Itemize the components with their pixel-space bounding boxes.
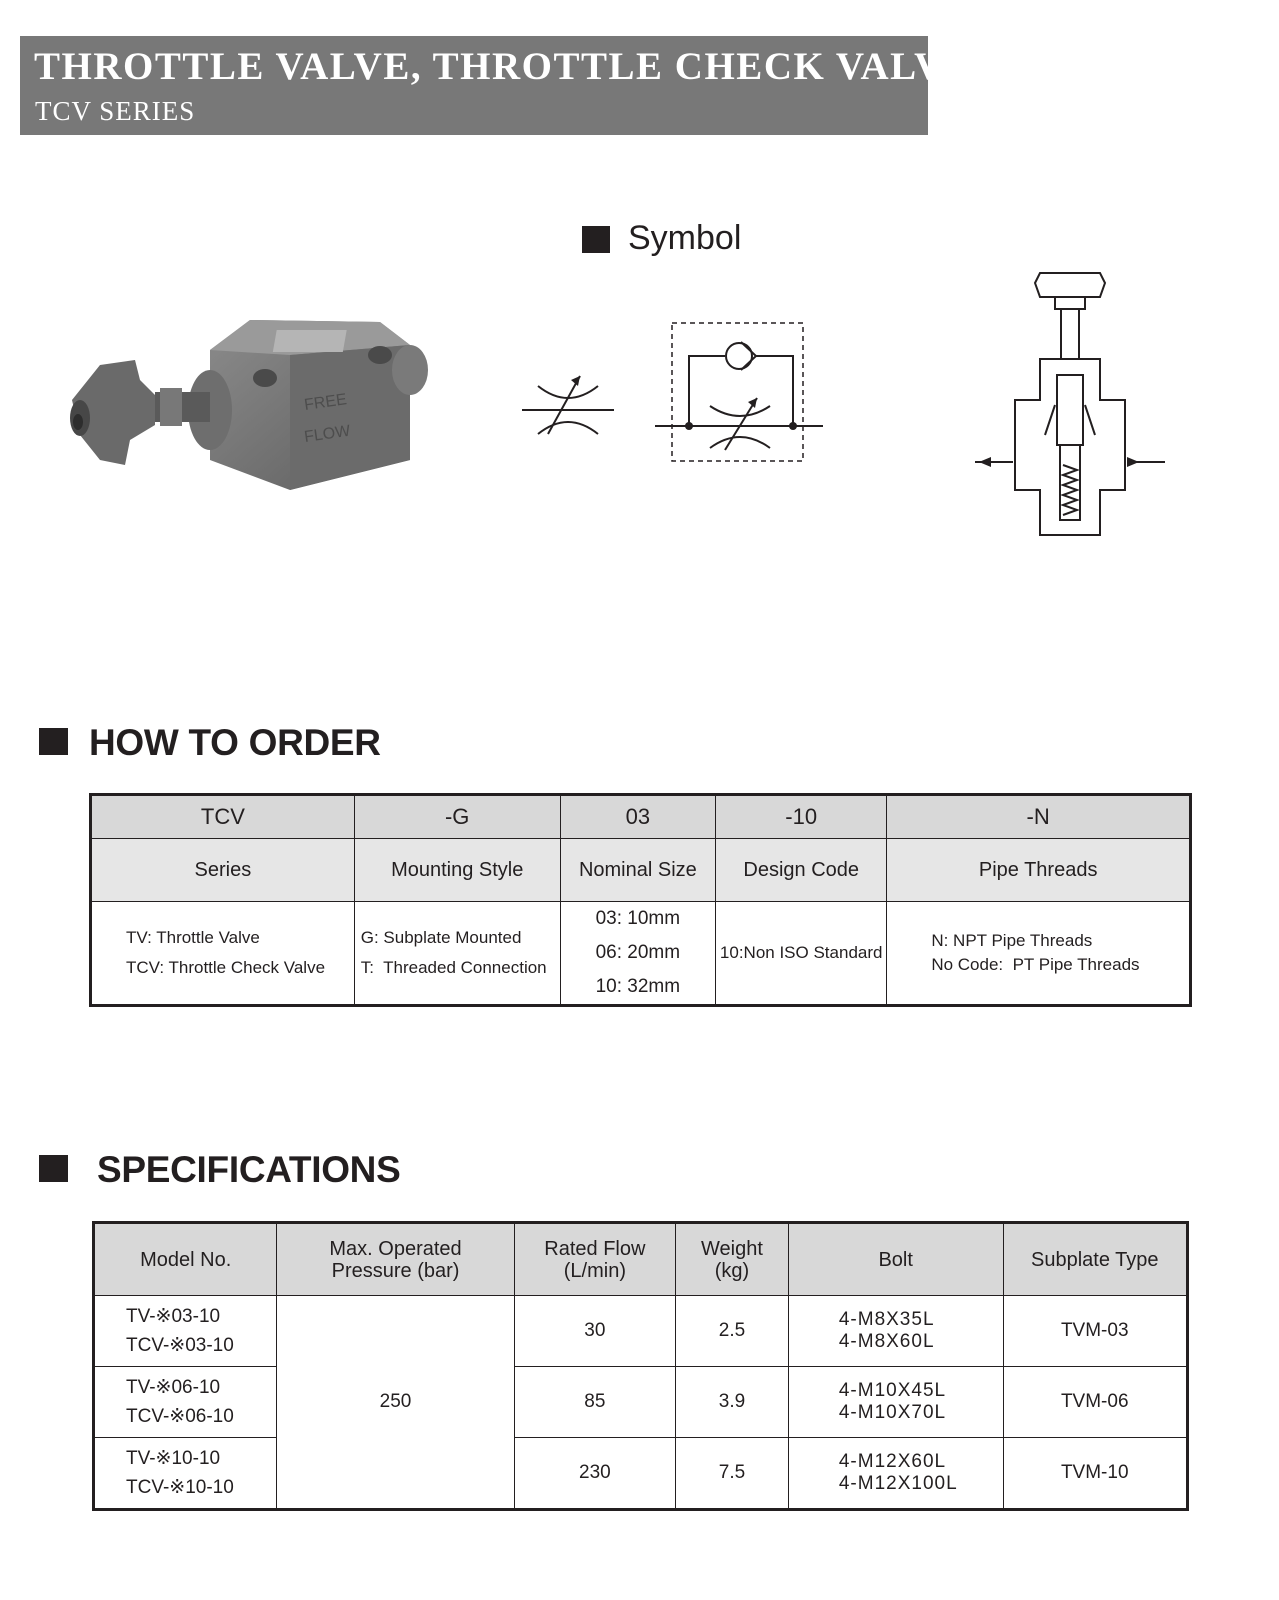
code-cell: TCV xyxy=(91,795,355,839)
name-cell: Design Code xyxy=(716,839,887,902)
model-cell xyxy=(94,1438,277,1510)
bullet-square-icon xyxy=(39,728,68,755)
description-row xyxy=(91,902,1191,1006)
bullet-square-icon xyxy=(39,1155,68,1182)
weight-cell: 7.5 xyxy=(676,1438,789,1510)
header-cell xyxy=(277,1223,514,1296)
design-code-option: 10:Non ISO Standard xyxy=(716,902,887,1006)
code-row xyxy=(91,795,1191,839)
header-line: (L/min) xyxy=(563,1259,626,1282)
header-cell: Bolt xyxy=(788,1223,1003,1296)
name-row xyxy=(91,839,1191,902)
header-cell xyxy=(676,1223,789,1296)
bolt-cell xyxy=(788,1438,1003,1510)
header-cell xyxy=(514,1223,675,1296)
name-cell: Mounting Style xyxy=(354,839,560,902)
header-line: Max. Operated xyxy=(329,1237,462,1260)
table-row xyxy=(94,1438,1188,1510)
mounting-options xyxy=(354,902,560,1006)
option-text: 10: 32mm xyxy=(595,976,681,997)
weight-cell: 3.9 xyxy=(676,1367,789,1438)
bolt-spec: 4-M8X60L xyxy=(838,1331,935,1352)
spec-header-row xyxy=(94,1223,1188,1296)
weight-cell: 2.5 xyxy=(676,1296,789,1367)
option-text: No Code: PT Pipe Threads xyxy=(931,955,1140,974)
option-text: 06: 20mm xyxy=(595,942,681,963)
code-cell: -N xyxy=(887,795,1191,839)
model-number: TCV-※10-10 xyxy=(126,1477,234,1498)
code-cell: -G xyxy=(354,795,560,839)
option-text: 03: 10mm xyxy=(595,908,681,929)
thread-options xyxy=(887,902,1191,1006)
flow-cell: 30 xyxy=(514,1296,675,1367)
code-cell: 03 xyxy=(560,795,715,839)
option-text: TCV: Throttle Check Valve xyxy=(126,958,326,977)
bolt-cell xyxy=(788,1296,1003,1367)
option-text: TV: Throttle Valve xyxy=(126,928,260,947)
subplate-cell: TVM-03 xyxy=(1003,1296,1188,1367)
model-number: TV-※06-10 xyxy=(126,1377,221,1398)
flow-cell: 230 xyxy=(514,1438,675,1510)
bullet-square-icon xyxy=(582,226,610,253)
subplate-cell: TVM-06 xyxy=(1003,1367,1188,1438)
model-cell xyxy=(94,1296,277,1367)
flow-cell: 85 xyxy=(514,1367,675,1438)
model-number: TCV-※03-10 xyxy=(126,1335,234,1356)
bolt-spec: 4-M10X70L xyxy=(838,1402,947,1423)
bolt-cell xyxy=(788,1367,1003,1438)
table-row xyxy=(94,1296,1188,1367)
name-cell: Pipe Threads xyxy=(887,839,1191,902)
cross-section-drawing xyxy=(975,265,1175,545)
model-cell xyxy=(94,1367,277,1438)
model-number: TV-※03-10 xyxy=(126,1306,221,1327)
bolt-spec: 4-M12X100L xyxy=(838,1473,958,1494)
header-line: Pressure (bar) xyxy=(331,1259,460,1282)
throttle-symbol-icon xyxy=(518,368,618,438)
size-options xyxy=(560,902,715,1006)
bolt-spec: 4-M8X35L xyxy=(838,1309,935,1330)
code-cell: -10 xyxy=(716,795,887,839)
svg-text:FREE: FREE xyxy=(303,391,348,414)
pressure-cell: 250 xyxy=(277,1296,514,1510)
valve-photo xyxy=(60,300,440,500)
header-cell: Model No. xyxy=(94,1223,277,1296)
header-line: (kg) xyxy=(714,1259,750,1282)
header-line: Weight xyxy=(701,1237,763,1260)
option-text: G: Subplate Mounted xyxy=(360,928,522,947)
name-cell: Nominal Size xyxy=(560,839,715,902)
svg-text:FLOW: FLOW xyxy=(303,422,352,446)
page-subtitle: TCV SERIES xyxy=(35,96,196,126)
page-title: THROTTLE VALVE, THROTTLE CHECK VALVE xyxy=(34,45,972,88)
how-to-order-heading: HOW TO ORDER xyxy=(89,722,381,763)
specifications-heading: SPECIFICATIONS xyxy=(97,1149,401,1190)
header-line: Rated Flow xyxy=(544,1237,646,1260)
symbol-label: Symbol xyxy=(628,219,742,257)
model-number: TV-※10-10 xyxy=(126,1448,221,1469)
model-number: TCV-※06-10 xyxy=(126,1406,234,1427)
bolt-spec: 4-M10X45L xyxy=(838,1380,947,1401)
how-to-order-table xyxy=(89,793,1192,1007)
title-banner xyxy=(20,36,972,135)
option-text: T: Threaded Connection xyxy=(360,958,547,977)
specifications-table xyxy=(92,1221,1189,1511)
subplate-cell: TVM-10 xyxy=(1003,1438,1188,1510)
table-row xyxy=(94,1367,1188,1438)
option-text: N: NPT Pipe Threads xyxy=(931,931,1093,950)
bolt-spec: 4-M12X60L xyxy=(838,1451,947,1472)
throttle-check-symbol-icon xyxy=(655,320,825,465)
header-cell: Subplate Type xyxy=(1003,1223,1188,1296)
series-options xyxy=(91,902,355,1006)
name-cell: Series xyxy=(91,839,355,902)
